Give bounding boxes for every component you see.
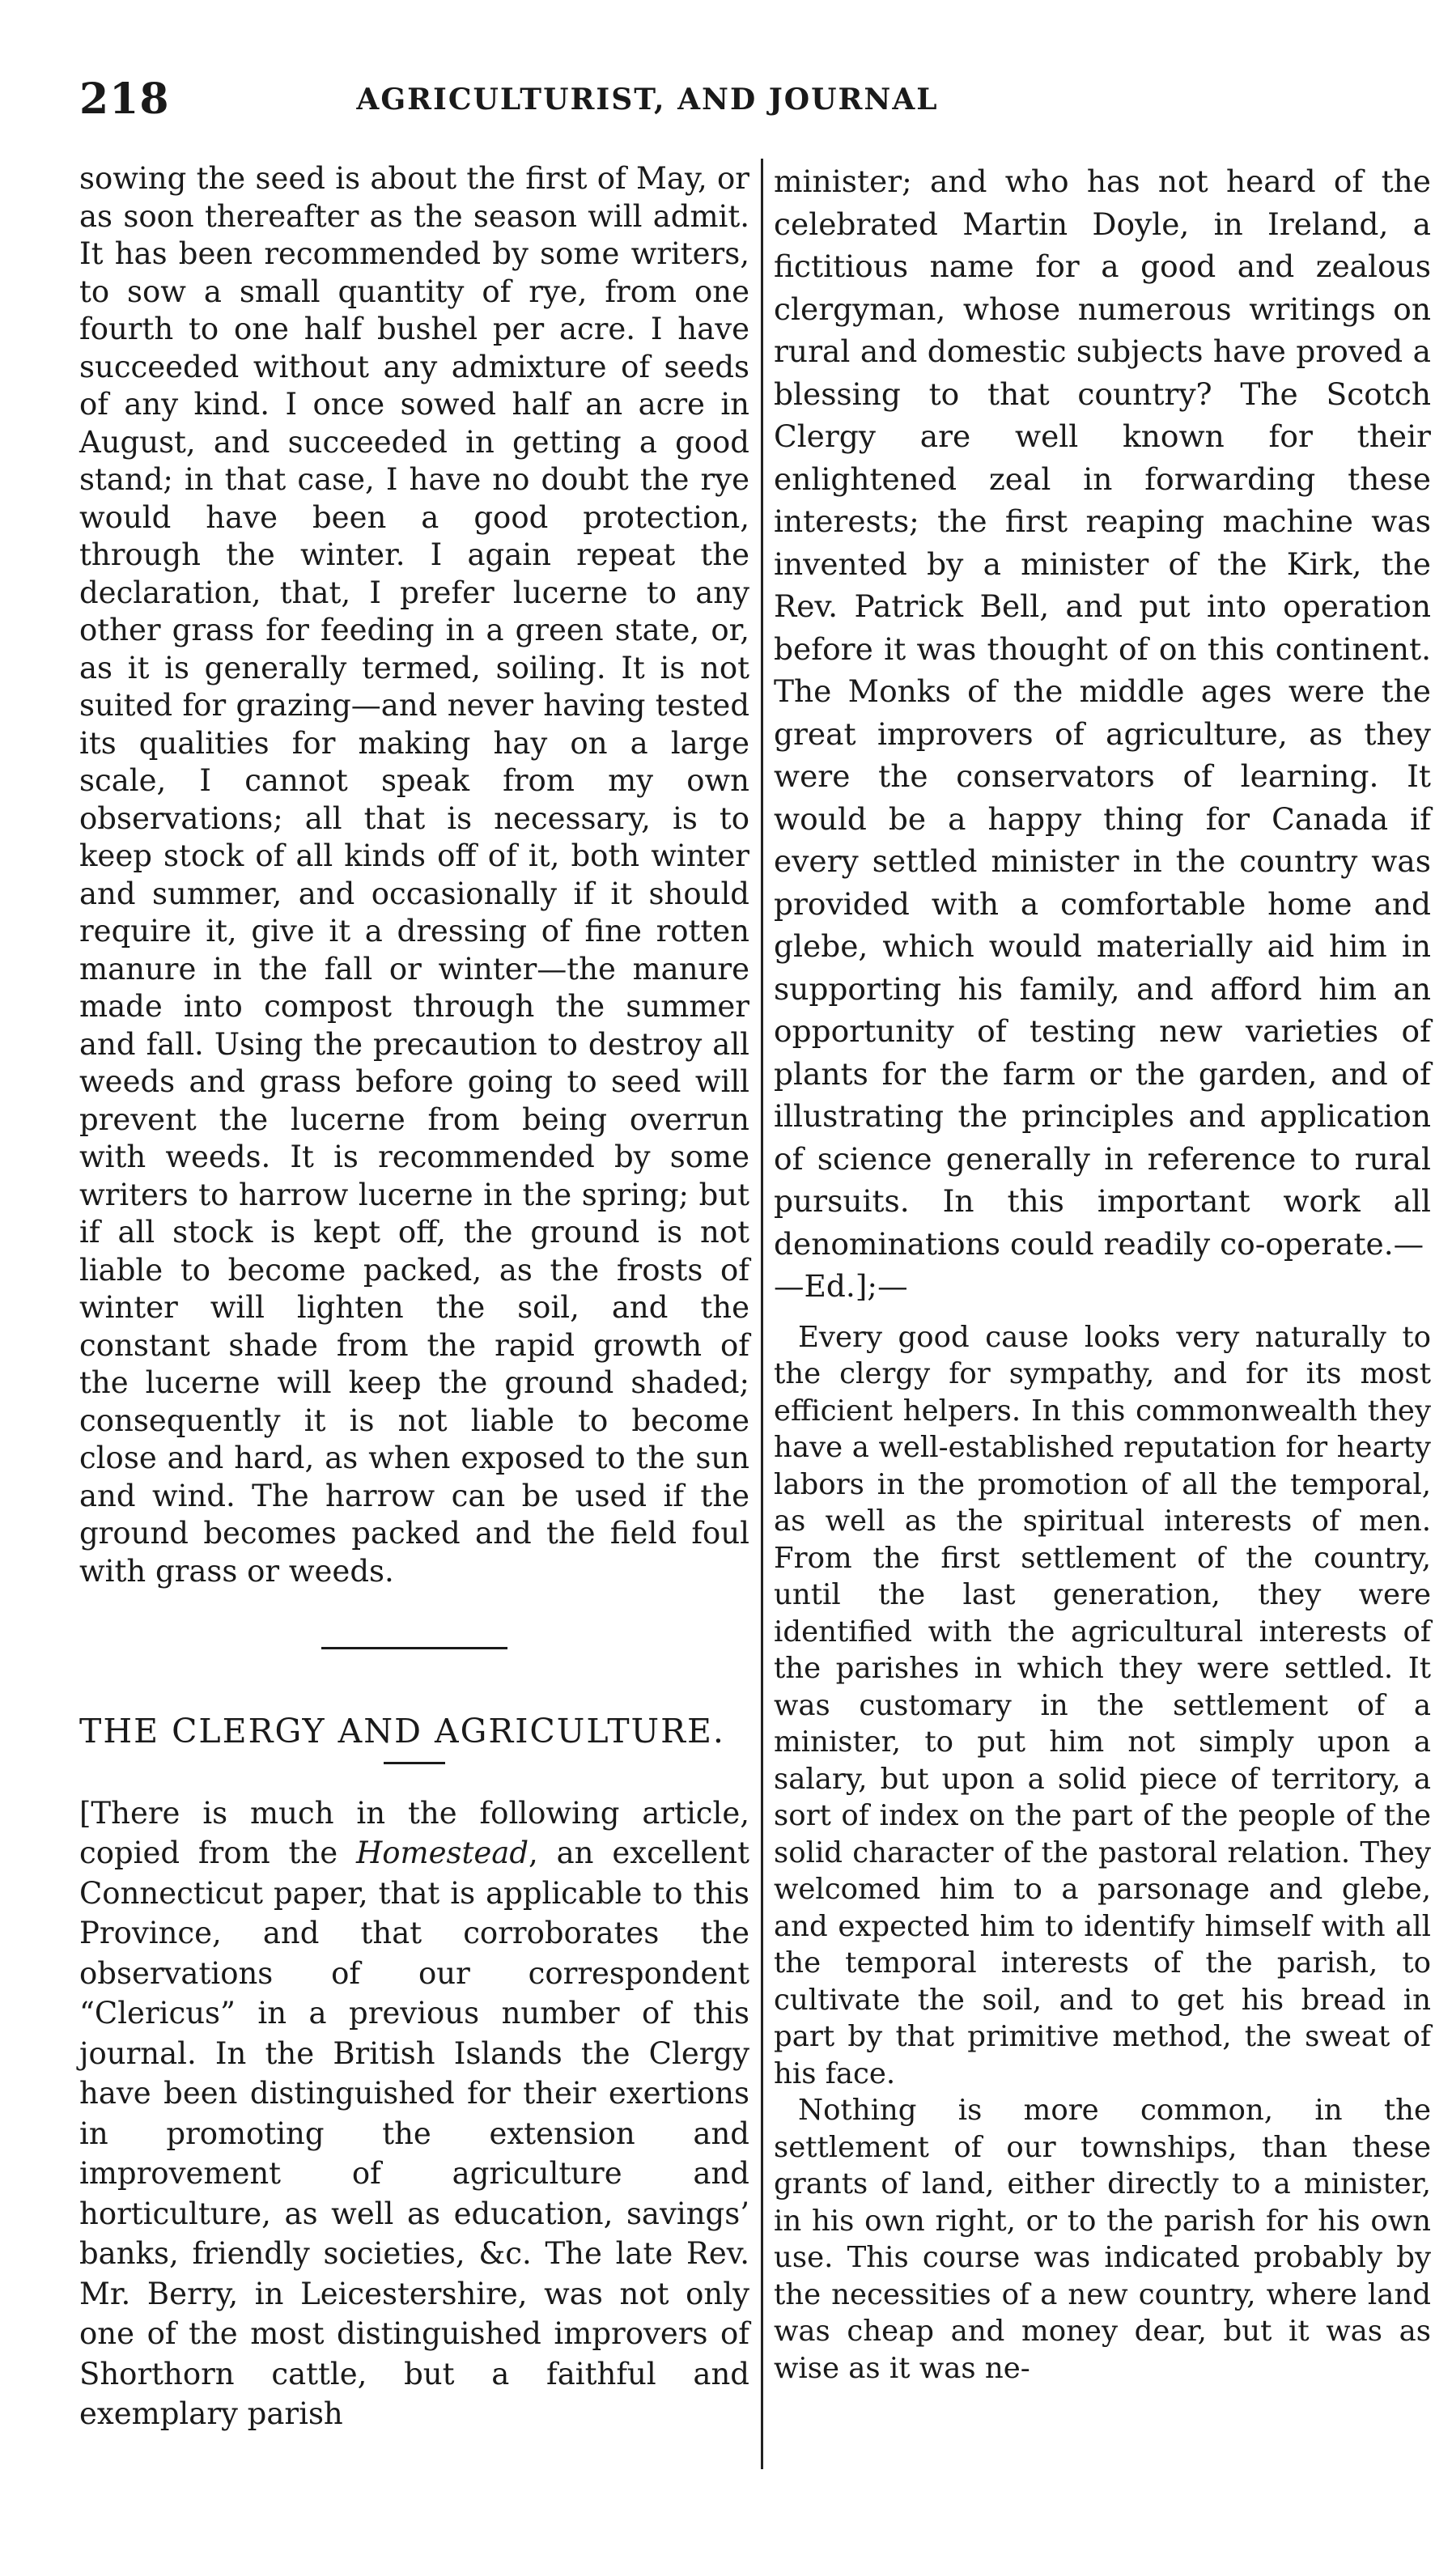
title-underline bbox=[384, 1762, 445, 1764]
page-number: 218 bbox=[79, 74, 170, 124]
column-divider bbox=[761, 159, 763, 2469]
editor-signature: —Ed.];— bbox=[774, 1268, 908, 1304]
running-title: AGRICULTURIST, AND JOURNAL bbox=[356, 83, 939, 117]
editor-intro-source: Homestead bbox=[355, 1835, 529, 1870]
section-title: THE CLERGY AND AGRICULTURE. bbox=[79, 1712, 725, 1751]
section-divider bbox=[321, 1647, 507, 1649]
editor-intro-part1: [There is much in the following article, copied from the bbox=[79, 1795, 749, 1870]
editor-intro-continued-text: minister; and who has not heard of the celebrated Martin Doyle, in Ireland, a fictitious name for a good and zealous clergyman, whose numerous writings on rural and domestic subjects have proved a blessing to that country? The Scotch Clergy are well known for their enlightened zeal in forwarding these interests; the first reaping machine was invented by a minister of the Kirk, the Rev. Patrick Bell, and put into operation before it was thought of on this continent. The Monks of the middle ages were the great improvers of agriculture, as they were the conservators of learning. It would be a happy thing for Canada if every settled minister in the country was provided with a comfortable home and glebe, which would materially aid him in supporting his family, and afford him an opportunity of testing new varieties of plants for the farm or the garden, and of illustrating the principles and application of science generally in reference to rural pursuits. In this important work all denominations could readily co-operate.— bbox=[774, 163, 1431, 1262]
lucerne-paragraph: sowing the seed is about the first of May, or as soon thereafter as the season will admit. It has been recommended by some writers, to sow a small quantity of rye, from one fourth to one half bushel per acre. I have succeeded without any admixture of seeds of any kind. I once sowed half an acre in August, and succeeded in getting a good stand; in that case, I have no doubt the rye would have been a good protection, through the winter. I again repeat the declaration, that, I prefer lucerne to any other grass for feeding in a green state, or, as it is generally termed, soiling. It is not suited for grazing—and never having tested its qualities for making hay on a large scale, I cannot speak from my own observations; all that is necessary, is to keep stock of all kinds off of it, both winter and summer, and occasionally if it should require it, give it a dressing of fine rotten manure in the fall or winter—the manure made into compost through the summer and fall. Using the precaution to destroy all weeds and grass before going to seed will prevent the lucerne from being overrun with weeds. It is recommended by some writers to harrow lucerne in the spring; but if all stock is kept off, the ground is not liable to become packed, as the frosts of winter will lighten the soil, and the constant shade from the rapid growth of the lucerne will keep the ground shaded; consequently it is not liable to become close and hard, as when exposed to the sun and wind. The harrow can be used if the ground becomes packed and the field foul with grass or weeds. bbox=[79, 161, 749, 1589]
left-column bbox=[79, 160, 749, 2434]
editor-intro bbox=[79, 1793, 749, 2434]
right-column bbox=[774, 160, 1431, 2387]
article-body bbox=[774, 1319, 1431, 2387]
editor-intro-part2: , an excellent Connecticut paper, that is applicable to this Province, and that corroborates the observations of our correspondent “Clericus” in a previous number of this journal. In the British Islands the Clergy have been distinguished for their exertions in promoting the extension and improvement of agriculture and horticulture, as well as education, savings’ banks, friendly societies, &c. The late Rev. Mr. Berry, in Leicestershire, was not only one of the most distinguished improvers of Shorthorn cattle, but a faithful and exemplary parish bbox=[79, 1835, 750, 2431]
article-paragraph: Nothing is more common, in the settlement of our townships, than these grants of land, either directly to a minister, in his own right, or to the parish for his own use. This course was indicated probably by the necessities of a new country, where land was cheap and money dear, but it was as wise as it was ne- bbox=[774, 2094, 1431, 2385]
article-paragraph: Every good cause looks very naturally to the clergy for sympathy, and for its most efficient helpers. In this commonwealth they have a well-established reputation for hearty labors in the promotion of all the temporal, as well as the spiritual interests of men. From the first settlement of the country, until the last generation, they were identified with the agricultural interests of the parishes in which they were settled. It was customary in the settlement of a minister, to put him not simply upon a salary, but upon a solid piece of territory, a sort of index on the part of the people of the solid character of the pastoral relation. They welcomed him to a parsonage and glebe, and expected him to identify himself with all the temporal interests of the parish, to cultivate the soil, and to get his bread in part by that primitive method, the sweat of his face. bbox=[774, 1320, 1431, 2090]
editor-intro-continued bbox=[774, 160, 1431, 1308]
